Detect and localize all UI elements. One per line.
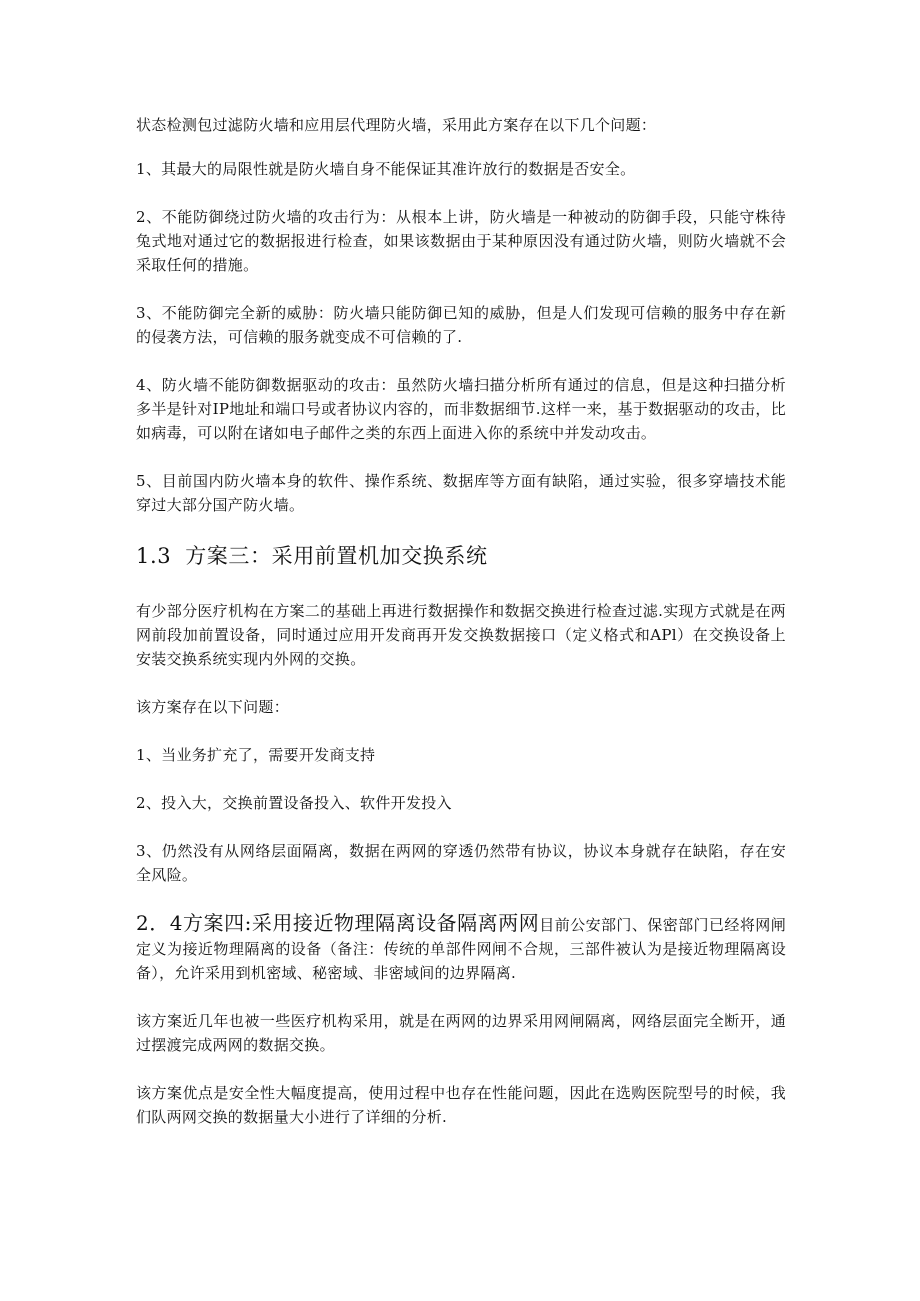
scheme-3-problem-2: 2、投入大，交换前置设备投入、软件开发投入 xyxy=(136,794,452,812)
scheme-3-problem-1: 1、当业务扩充了，需要开发商支持 xyxy=(136,746,376,764)
issue-2-paragraph: 2、不能防御绕过防火墙的攻击行为：从根本上讲，防火墙是一种被动的防御手段，只能守株待兔式地对通过它的数据报进行检查，如果该数据由于某种原因没有通过防火墙，则防火墙就不会采取任何的措施。 xyxy=(136,208,786,274)
section-2-4-heading: 2．4方案四:采用接近物理隔离设备隔离两网 xyxy=(136,911,540,935)
section-1-3-number: 1.3 xyxy=(136,544,172,568)
issue-3-paragraph: 3、不能防御完全新的威胁：防火墙只能防御已知的威胁，但是人们发现可信赖的服务中存在新的侵袭方法，可信赖的服务就变成不可信赖的了. xyxy=(136,304,786,346)
scheme-3-problem-3: 3、仍然没有从网络层面隔离，数据在两网的穿透仍然带有协议，协议本身就存在缺陷，存在安全风险。 xyxy=(136,842,786,884)
section-2-4-paragraph xyxy=(136,911,786,985)
section-1-3-title: 方案三：采用前置机加交换系统 xyxy=(185,544,488,568)
issue-1-paragraph: 1、其最大的局限性就是防火墙自身不能保证其准许放行的数据是否安全。 xyxy=(136,160,636,178)
scheme-4-adoption-paragraph: 该方案近几年也被一些医疗机构采用，就是在两网的边界采用网闸隔离，网络层面完全断开，通过摆渡完成两网的数据交换。 xyxy=(136,1012,786,1054)
scheme-3-problems-intro: 该方案存在以下问题： xyxy=(136,698,290,716)
issue-4-paragraph: 4、防火墙不能防御数据驱动的攻击：虽然防火墙扫描分析所有通过的信息，但是这种扫描分析多半是针对IP地址和端口号或者协议内容的，而非数据细节.这样一来，基于数据驱动的攻击，比如病毒，可以附在诸如电子邮件之类的东西上面进入你的系统中并发动攻击。 xyxy=(136,376,786,442)
section-1-3-heading xyxy=(136,541,786,571)
section-2-4-text: 目前公安部门、保密部门已经将网闸定义为接近物理隔离的设备（备注：传统的单部件网闸不合规，三部件被认为是接近物理隔离设备），允许采用到机密域、秘密域、非密域间的边界隔离. xyxy=(136,916,786,982)
intro-paragraph: 状态检测包过滤防火墙和应用层代理防火墙，采用此方案存在以下几个问题： xyxy=(136,116,657,134)
document-page xyxy=(136,113,786,1153)
scheme-3-description: 有少部分医疗机构在方案二的基础上再进行数据操作和数据交换进行检查过滤.实现方式就是在两网前段加前置设备，同时通过应用开发商再开发交换数据接口（定义格式和APl）在交换设备上安装交换系统实现内外网的交换。 xyxy=(136,602,786,668)
scheme-4-advantage-paragraph: 该方案优点是安全性大幅度提高，使用过程中也存在性能问题，因此在选购医院型号的时候，我们队两网交换的数据量大小进行了详细的分析. xyxy=(136,1084,786,1126)
issue-5-paragraph: 5、目前国内防火墙本身的软件、操作系统、数据库等方面有缺陷，通过实验，很多穿墙技术能穿过大部分国产防火墙。 xyxy=(136,472,786,514)
